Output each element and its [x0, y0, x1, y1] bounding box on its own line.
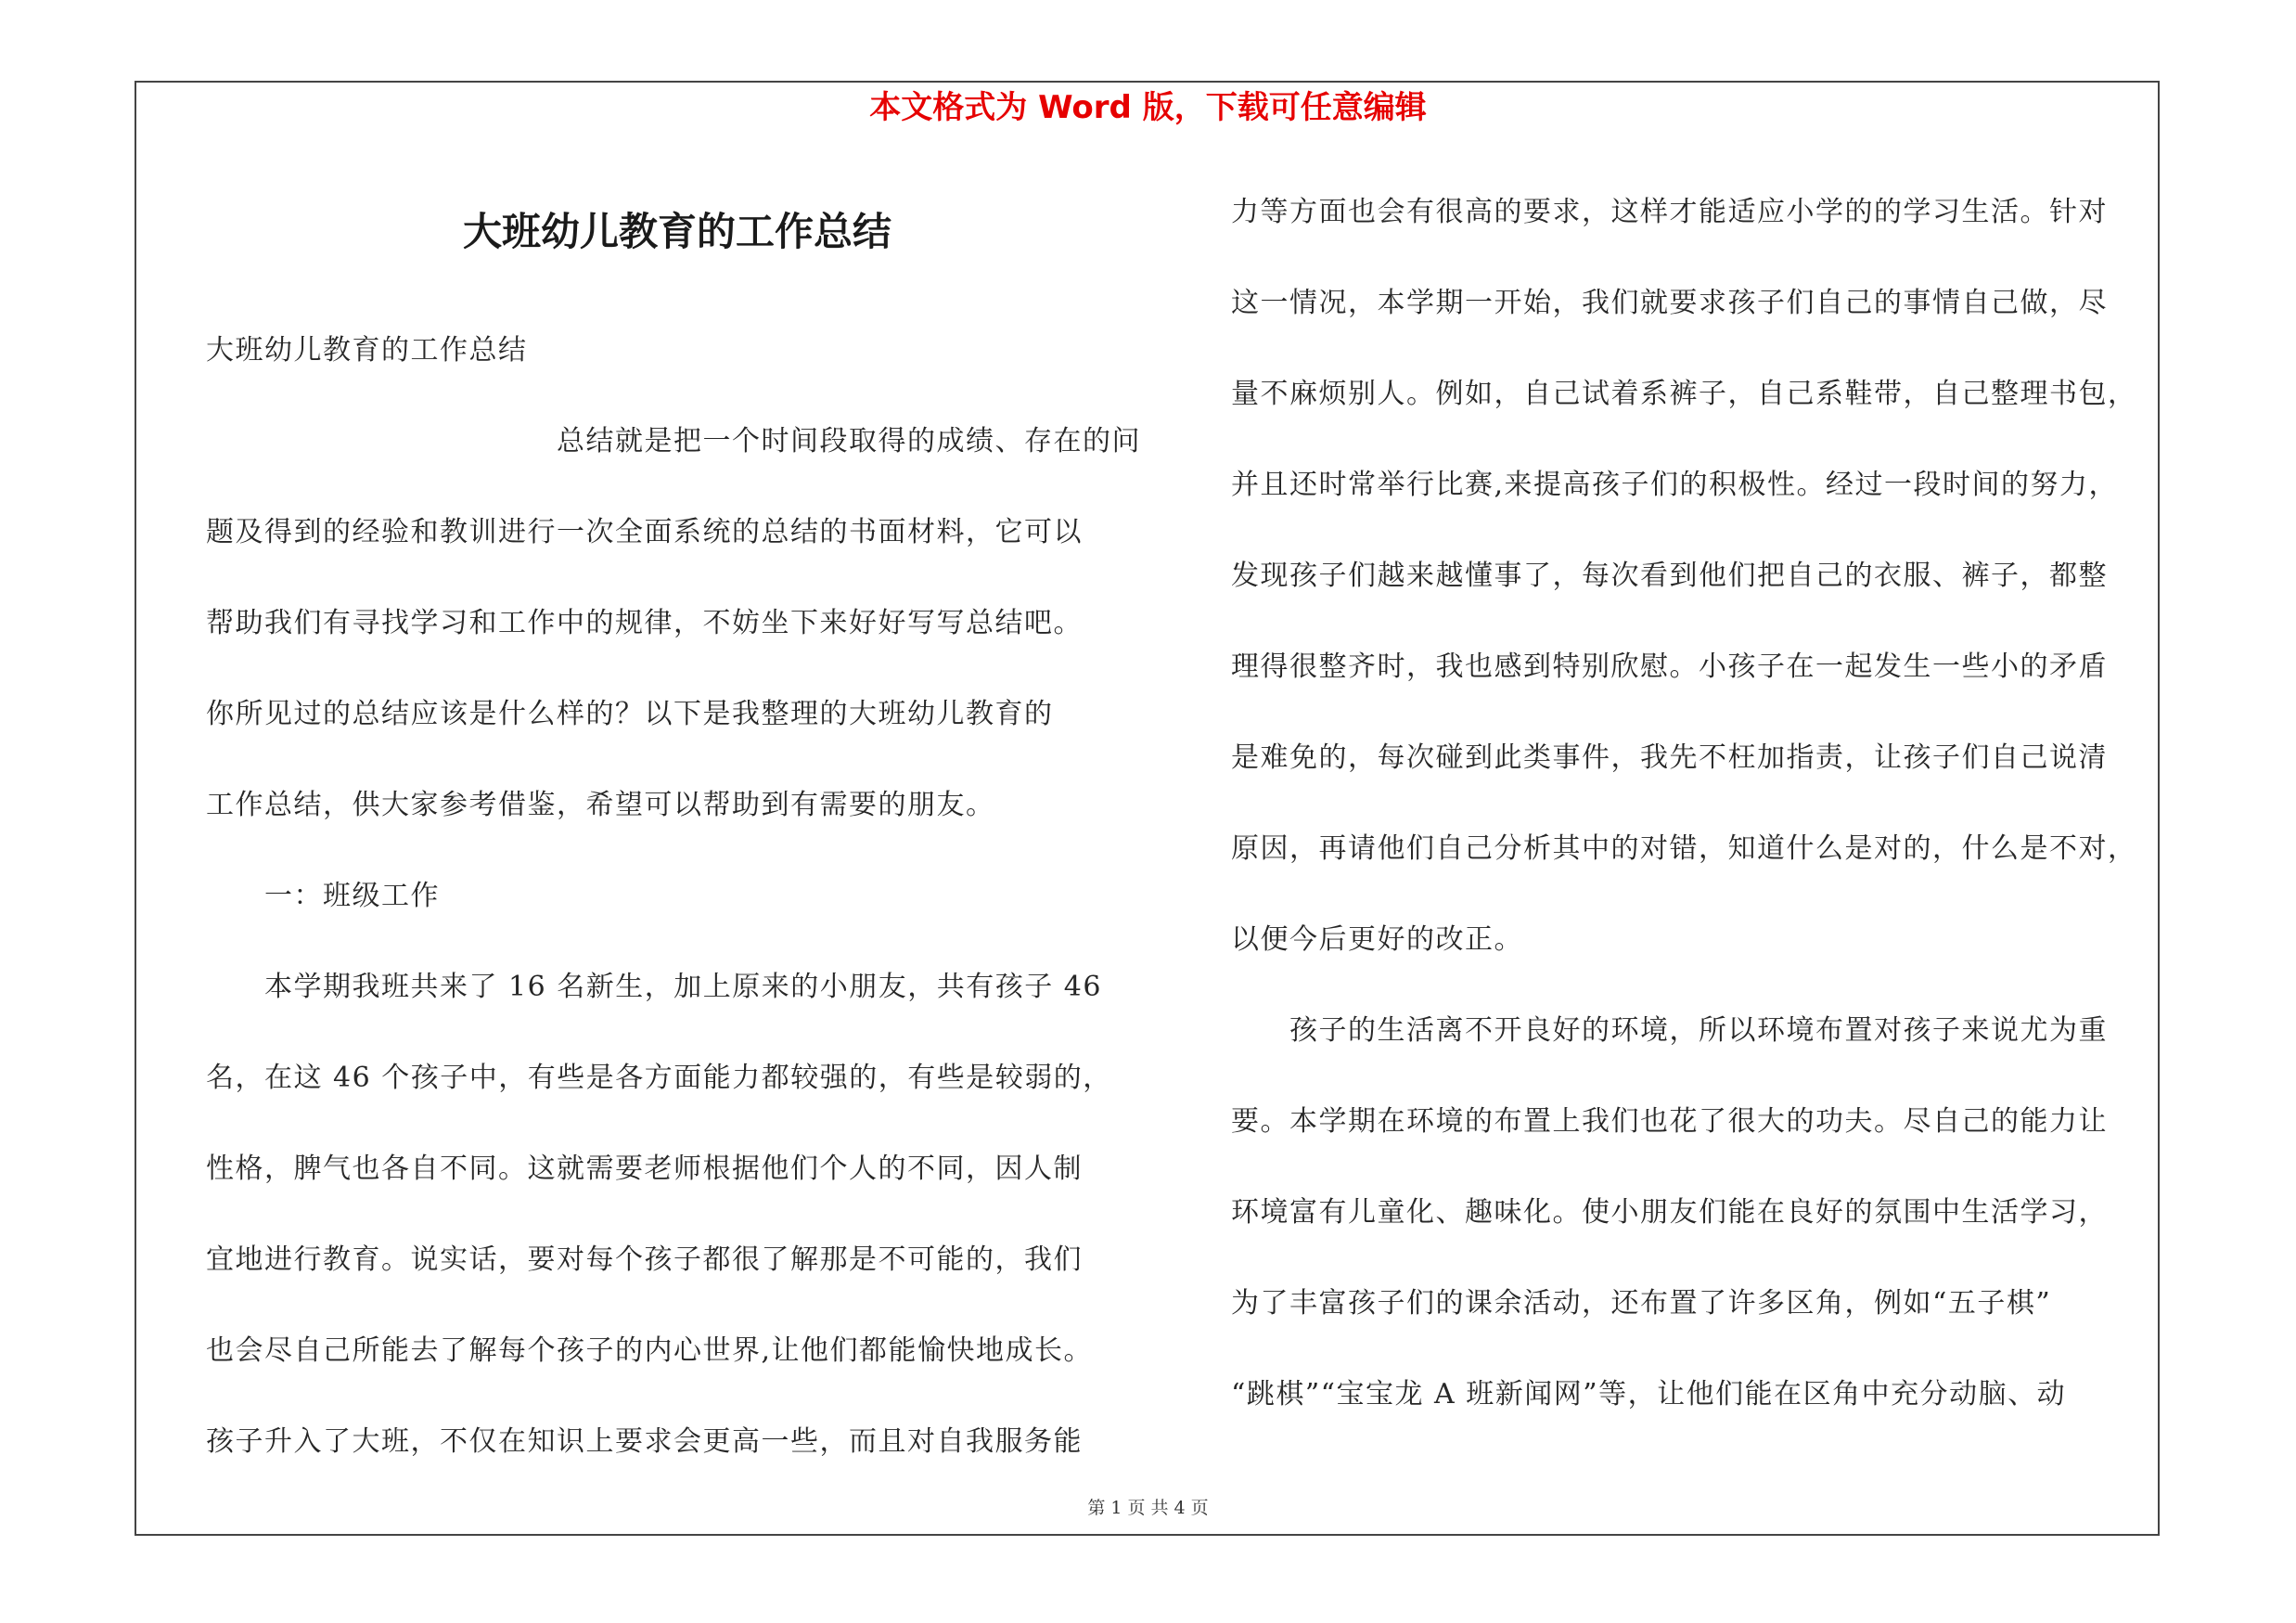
text-line: 工作总结，供大家参考借鉴，希望可以帮助到有需要的朋友。 — [206, 789, 995, 821]
text-line: 大班幼儿教育的工作总结 — [206, 334, 528, 367]
text-line: 力等方面也会有很高的要求，这样才能适应小学的的学习生活。针对 — [1231, 196, 2108, 228]
text-line: 要。本学期在环境的布置上我们也花了很大的功夫。尽自己的能力让 — [1231, 1105, 2108, 1138]
text-line: 环境富有儿童化、趣味化。使小朋友们能在良好的氛围中生活学习， — [1231, 1196, 2108, 1229]
text-line: 孩子升入了大班，不仅在知识上要求会更高一些，而且对自我服务能 — [206, 1425, 1083, 1458]
text-line: 本学期我班共来了 16 名新生，加上原来的小朋友，共有孩子 46 — [206, 971, 1102, 1003]
format-banner: 本文格式为 Word 版，下载可任意编辑 — [869, 89, 1427, 126]
document-title: 大班幼儿教育的工作总结 — [462, 209, 891, 254]
text-line: 名，在这 46 个孩子中，有些是各方面能力都较强的，有些是较弱的， — [206, 1062, 1112, 1094]
text-line: 量不麻烦别人。例如，自己试着系裤子，自己系鞋带，自己整理书包， — [1231, 378, 2137, 410]
left-column — [206, 305, 1152, 1488]
right-column — [1231, 167, 2177, 1440]
text-line: 这一情况，本学期一开始，我们就要求孩子们自己的事情自己做，尽 — [1231, 287, 2108, 319]
text-line: 并且还时常举行比赛,来提高孩子们的积极性。经过一段时间的努力， — [1231, 469, 2119, 501]
text-line: 发现孩子们越来越懂事了，每次看到他们把自己的衣服、裤子，都整 — [1231, 560, 2108, 592]
text-line: 理得很整齐时，我也感到特别欣慰。小孩子在一起发生一些小的矛盾 — [1231, 650, 2108, 683]
page-number: 第 1 页 共 4 页 — [1087, 1498, 1209, 1518]
text-line: 以便今后更好的改正。 — [1231, 923, 1523, 956]
text-line: 性格，脾气也各自不同。这就需要老师根据他们个人的不同，因人制 — [206, 1153, 1083, 1185]
text-line: 为了丰富孩子们的课余活动，还布置了许多区角，例如“五子棋” — [1231, 1287, 2052, 1320]
text-line: 你所见过的总结应该是什么样的？以下是我整理的大班幼儿教育的 — [206, 698, 1054, 730]
text-line: 也会尽自己所能去了解每个孩子的内心世界,让他们都能愉快地成长。 — [206, 1334, 1094, 1367]
text-line: 孩子的生活离不开良好的环境，所以环境布置对孩子来说尤为重 — [1231, 1014, 2108, 1047]
text-line: “跳棋”“宝宝龙 A 班新闻网”等，让他们能在区角中充分动脑、动 — [1231, 1378, 2067, 1410]
text-line: 原因，再请他们自己分析其中的对错，知道什么是对的，什么是不对， — [1231, 832, 2137, 865]
text-line: 题及得到的经验和教训进行一次全面系统的总结的书面材料，它可以 — [206, 516, 1083, 548]
text-line: 帮助我们有寻找学习和工作中的规律，不妨坐下来好好写写总结吧。 — [206, 607, 1083, 639]
text-line: 宜地进行教育。说实话，要对每个孩子都很了解那是不可能的，我们 — [206, 1243, 1083, 1276]
text-line: 总结就是把一个时间段取得的成绩、存在的问 — [206, 425, 1141, 457]
text-line: 是难免的，每次碰到此类事件，我先不枉加指责，让孩子们自己说清 — [1231, 741, 2108, 774]
section-heading: 一：班级工作 — [206, 880, 440, 912]
